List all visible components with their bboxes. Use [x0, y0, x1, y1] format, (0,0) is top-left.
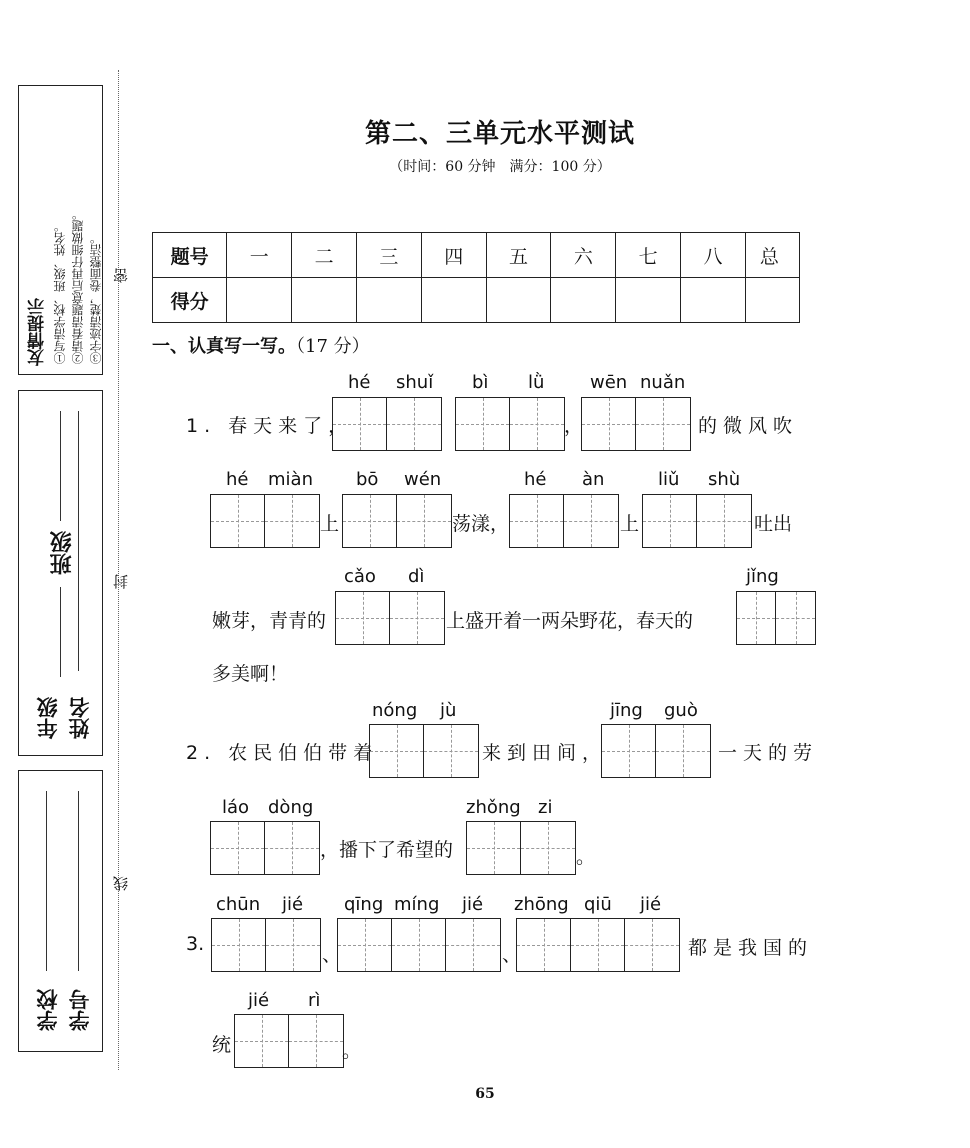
pinyin: rì [308, 990, 321, 1011]
pinyin: zhōng [514, 894, 569, 915]
pinyin: jǐng [746, 566, 779, 587]
number-label: 学号 [68, 989, 92, 1031]
class-field-line-top[interactable] [60, 411, 61, 521]
name-label: 姓名 [68, 697, 92, 739]
q3-text: 3. [186, 933, 205, 955]
pinyin: jié [640, 894, 662, 915]
q2-text: 来到田间， [482, 742, 608, 764]
grade-label: 年级 [36, 697, 60, 739]
answer-grid-hean[interactable] [509, 494, 619, 548]
score-cell[interactable] [356, 278, 421, 323]
answer-grid-jingguo[interactable] [601, 724, 711, 778]
q1-text: 吐出 [754, 513, 793, 535]
school-info-box [18, 770, 103, 1052]
score-table-score-row [153, 278, 800, 323]
answer-grid-nongju[interactable] [369, 724, 479, 778]
score-header-cell: 题号 [153, 233, 227, 278]
pinyin: zhǒng [466, 797, 521, 818]
pinyin: wēn [590, 372, 628, 393]
pinyin: láo [222, 797, 250, 818]
page-title: 第二、三单元水平测试 [364, 119, 635, 149]
answer-grid-caodi[interactable] [335, 591, 445, 645]
answer-grid-jingse[interactable] [736, 591, 816, 645]
pinyin: jīng [610, 700, 643, 721]
q3-text: 都是我国的 [688, 937, 814, 959]
pinyin: jù [440, 700, 457, 721]
score-cell[interactable] [745, 278, 799, 323]
q3-text: 统 [212, 1034, 232, 1056]
pinyin: àn [582, 469, 605, 490]
pinyin: miàn [268, 469, 313, 490]
q1-text: 荡漾， [452, 513, 510, 535]
seal-dotted-line [118, 70, 119, 1070]
score-header-cell: 七 [616, 233, 681, 278]
tip-3: ③字迹清楚，卷面整洁。 [89, 232, 103, 364]
score-cell[interactable] [292, 278, 357, 323]
q1-text: 多美啊！ [212, 663, 289, 685]
score-cell[interactable] [551, 278, 616, 323]
tips-box [18, 85, 103, 375]
answer-grid-chunjie[interactable] [211, 918, 321, 972]
answer-grid-zhongzi[interactable] [466, 821, 576, 875]
pinyin: chūn [216, 894, 261, 915]
answer-grid-wennuan[interactable] [581, 397, 691, 451]
page-number: 65 [475, 1086, 495, 1102]
section-title: 一、认真写一写。 [152, 336, 296, 357]
q2-text: 2. 农民伯伯带着 [186, 742, 379, 764]
score-header-cell: 总 [745, 233, 799, 278]
score-header-cell: 八 [681, 233, 746, 278]
q1-comma: ， [564, 415, 590, 437]
class-field-line-bottom[interactable] [60, 587, 61, 677]
tip-1: ①写清学校、班级、姓名。 [53, 220, 67, 364]
pinyin: guò [664, 700, 698, 721]
score-row-label: 得分 [153, 278, 227, 323]
pinyin: lǜ [528, 372, 545, 393]
section-points: （17 分） [296, 336, 370, 357]
score-header-cell: 四 [421, 233, 486, 278]
pinyin: shù [708, 469, 741, 490]
class-info-box [18, 390, 103, 756]
pinyin: qīng [344, 894, 384, 915]
pinyin: dì [408, 566, 425, 587]
pinyin: liǔ [658, 469, 680, 490]
score-header-cell: 六 [551, 233, 616, 278]
class-label: 班级 [50, 531, 75, 575]
answer-grid-bilu[interactable] [455, 397, 565, 451]
score-header-cell: 一 [227, 233, 292, 278]
pinyin: jié [462, 894, 484, 915]
score-header-cell: 二 [292, 233, 357, 278]
score-cell[interactable] [681, 278, 746, 323]
score-cell[interactable] [421, 278, 486, 323]
pinyin: nuǎn [640, 372, 686, 393]
pinyin: hé [524, 469, 547, 490]
answer-grid-zhongqiujie[interactable] [516, 918, 680, 972]
pinyin: zi [538, 797, 553, 818]
score-header-cell: 三 [356, 233, 421, 278]
pinyin: hé [226, 469, 249, 490]
answer-grid-jieri[interactable] [234, 1014, 344, 1068]
seal-char-xian: 线 [112, 876, 130, 891]
q3-text: 。 [342, 1040, 362, 1062]
pinyin: jié [248, 990, 270, 1011]
answer-grid-liushu[interactable] [642, 494, 752, 548]
name-field-line[interactable] [78, 411, 79, 671]
number-field-line[interactable] [78, 791, 79, 971]
score-cell[interactable] [486, 278, 551, 323]
q2-text: 一天的劳 [718, 742, 819, 764]
pinyin: dòng [268, 797, 314, 818]
q3-sep: 、 [322, 944, 342, 966]
pinyin: bō [356, 469, 379, 490]
school-label: 学校 [36, 989, 60, 1031]
answer-grid-laodong[interactable] [210, 821, 320, 875]
score-cell[interactable] [227, 278, 292, 323]
section-heading [152, 332, 370, 358]
seal-char-mi: 密 [112, 268, 130, 283]
pinyin: qiū [584, 894, 612, 915]
q1-text: 1. 春天来了， [186, 415, 354, 437]
q2-text: 。 [576, 846, 596, 868]
answer-grid-heshui[interactable] [332, 397, 442, 451]
q3-sep: 、 [502, 944, 522, 966]
q1-text: 上盛开着一两朵野花，春天的 [446, 610, 694, 632]
score-table [152, 232, 800, 323]
q1-text: 嫩芽，青青的 [212, 610, 327, 632]
answer-grid-hemian[interactable] [210, 494, 320, 548]
answer-grid-bowen[interactable] [342, 494, 452, 548]
seal-char-feng: 封 [112, 574, 130, 589]
pinyin: bì [472, 372, 489, 393]
q1-text: 的微风吹 [698, 415, 799, 437]
pinyin: nóng [372, 700, 418, 721]
page-subtitle: （时间：60 分钟 满分：100 分） [389, 159, 611, 175]
pinyin: wén [404, 469, 442, 490]
score-cell[interactable] [616, 278, 681, 323]
answer-grid-qingmingjie[interactable] [337, 918, 501, 972]
q2-text: ，播下了希望的 [320, 839, 454, 861]
pinyin: jié [282, 894, 304, 915]
pinyin: hé [348, 372, 371, 393]
score-header-cell: 五 [486, 233, 551, 278]
score-table-header-row [153, 233, 800, 278]
q1-text: 上 [620, 513, 640, 535]
tip-2: ②请看清题意后再仔细做题。 [71, 208, 85, 364]
school-field-line[interactable] [46, 791, 47, 971]
tips-heading: 友情提示 [28, 298, 48, 366]
pinyin: cǎo [344, 566, 376, 587]
q1-text: 上 [320, 513, 340, 535]
pinyin: míng [394, 894, 440, 915]
pinyin: shuǐ [396, 372, 434, 393]
